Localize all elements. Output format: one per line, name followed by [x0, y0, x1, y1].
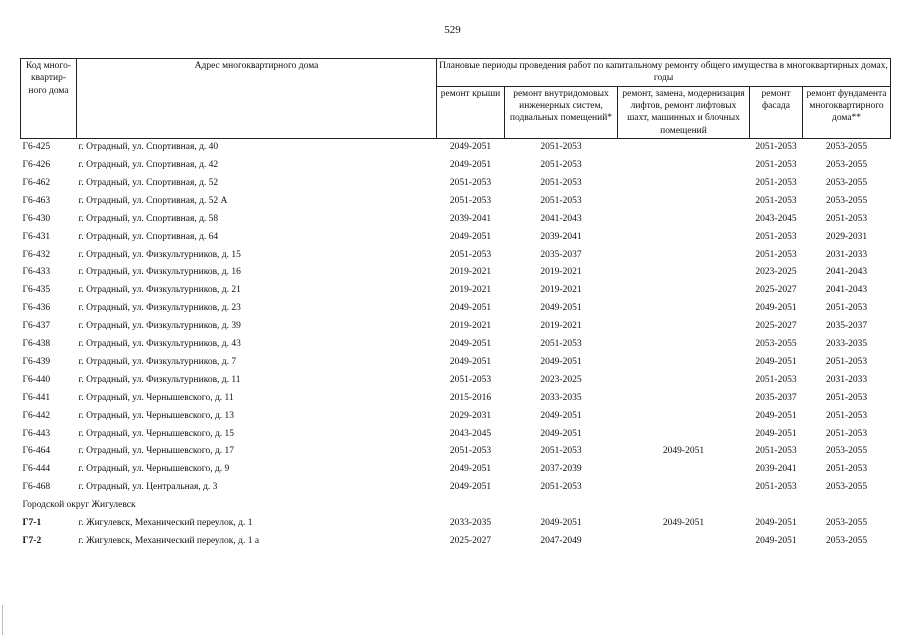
- cell-roof: 2049-2051: [449, 142, 492, 153]
- cell-lifts: [618, 139, 750, 157]
- cell-roof: 2049-2051: [449, 356, 492, 367]
- cell-facade: 2051-2053: [755, 160, 797, 171]
- cell-systems: 2051-2053: [540, 339, 582, 350]
- table-row: [21, 461, 891, 479]
- header-systems: ремонт внутридомовых инженерных систем, подвальных помещений*: [505, 86, 618, 138]
- cell-lifts: [618, 461, 750, 479]
- cell-foundation: 2041-2043: [825, 285, 868, 296]
- cell-code: Г6-442: [22, 410, 51, 421]
- header-periods: Плановые периоды проведения работ по капитальному ремонту общего имущества в многоквартирных домах, годы: [437, 59, 891, 87]
- cell-roof: 2051-2053: [449, 178, 492, 189]
- cell-facade: 2051-2053: [755, 195, 797, 206]
- cell-address: г. Отрадный, ул. Чернышевского, д. 15: [78, 428, 235, 439]
- cell-code: Г6-439: [22, 356, 51, 367]
- cell-address: г. Отрадный, ул. Физкультурников, д. 21: [78, 285, 241, 296]
- cell-roof: 2049-2051: [449, 339, 492, 350]
- table-body: [21, 139, 891, 551]
- cell-lifts: [618, 372, 750, 390]
- cell-address: г. Отрадный, ул. Физкультурников, д. 11: [78, 374, 241, 385]
- cell-systems: 2047-2049: [540, 535, 582, 546]
- header-row-top: [21, 59, 891, 87]
- cell-address: г. Отрадный, ул. Спортивная, д. 58: [78, 213, 219, 224]
- cell-address: г. Отрадный, ул. Физкультурников, д. 43: [78, 339, 241, 350]
- table-row: [21, 533, 891, 551]
- cell-foundation: 2051-2053: [825, 428, 868, 439]
- cell-facade: 2025-2027: [755, 285, 797, 296]
- header-address: Адрес многоквартирного дома: [77, 59, 437, 139]
- cell-systems: 2051-2053: [540, 195, 582, 206]
- cell-foundation: 2051-2053: [825, 410, 868, 421]
- cell-lifts: [618, 533, 750, 551]
- cell-lifts: [618, 354, 750, 372]
- cell-lifts: 2049-2051: [662, 446, 705, 457]
- header-lifts: ремонт, замена, модернизация лифтов, ремонт лифтовых шахт, машинных и блочных помещений: [618, 86, 750, 138]
- cell-facade: 2051-2053: [755, 446, 797, 457]
- margin-line: [2, 605, 3, 635]
- cell-roof: 2019-2021: [449, 267, 492, 278]
- cell-roof: 2049-2051: [449, 160, 492, 171]
- cell-facade: 2025-2027: [755, 321, 797, 332]
- cell-roof: 2051-2053: [449, 195, 492, 206]
- table-row: [21, 264, 891, 282]
- cell-code: Г6-433: [22, 267, 51, 278]
- cell-facade: 2049-2051: [755, 356, 797, 367]
- table-row: [21, 318, 891, 336]
- cell-address: г. Отрадный, ул. Физкультурников, д. 7: [78, 356, 237, 367]
- cell-facade: 2049-2051: [755, 517, 797, 528]
- cell-foundation: 2051-2053: [825, 464, 868, 475]
- cell-code: Г7-2: [22, 535, 42, 546]
- cell-facade: 2053-2055: [755, 339, 797, 350]
- table-row: [21, 336, 891, 354]
- table-row: [21, 354, 891, 372]
- cell-systems: 2049-2051: [540, 428, 582, 439]
- cell-foundation: 2033-2035: [825, 339, 868, 350]
- cell-systems: 2039-2041: [540, 231, 582, 242]
- table-row: [21, 139, 891, 157]
- cell-foundation: 2051-2053: [825, 213, 868, 224]
- cell-lifts: [618, 175, 750, 193]
- cell-facade: 2023-2025: [755, 267, 797, 278]
- cell-code: Г6-440: [22, 374, 51, 385]
- cell-address: г. Жигулевск, Механический переулок, д. 1: [78, 517, 253, 528]
- cell-address: г. Отрадный, ул. Чернышевского, д. 11: [78, 392, 234, 403]
- cell-systems: 2051-2053: [540, 178, 582, 189]
- capital-repair-table: [20, 58, 891, 551]
- cell-code: Г6-443: [22, 428, 51, 439]
- table-row: [21, 300, 891, 318]
- cell-roof: 2051-2053: [449, 374, 492, 385]
- table-row: [21, 193, 891, 211]
- table-row: [21, 211, 891, 229]
- cell-systems: 2051-2053: [540, 160, 582, 171]
- cell-lifts: [618, 246, 750, 264]
- cell-code: Г6-468: [22, 482, 51, 493]
- cell-address: г. Отрадный, ул. Спортивная, д. 42: [78, 160, 219, 171]
- cell-facade: 2039-2041: [755, 464, 797, 475]
- cell-foundation: 2053-2055: [825, 142, 868, 153]
- cell-foundation: 2031-2033: [825, 374, 868, 385]
- cell-code: Г6-432: [22, 249, 51, 260]
- cell-foundation: 2031-2033: [825, 249, 868, 260]
- table-row: [21, 479, 891, 497]
- cell-facade: 2049-2051: [755, 303, 797, 314]
- table-row: [21, 175, 891, 193]
- cell-roof: 2015-2016: [449, 392, 492, 403]
- cell-lifts: [618, 157, 750, 175]
- cell-systems: 2041-2043: [540, 213, 582, 224]
- cell-code: Г7-1: [22, 517, 42, 528]
- table-row: [21, 157, 891, 175]
- table-row: [21, 246, 891, 264]
- cell-facade: 2049-2051: [755, 410, 797, 421]
- cell-address: г. Отрадный, ул. Чернышевского, д. 17: [78, 446, 235, 457]
- cell-code: Г6-430: [22, 213, 51, 224]
- cell-systems: 2049-2051: [540, 303, 582, 314]
- section-row: [21, 497, 891, 515]
- cell-systems: 2023-2025: [540, 374, 582, 385]
- cell-code: Г6-437: [22, 321, 51, 332]
- cell-code: Г6-425: [22, 142, 51, 153]
- cell-code: Г6-463: [22, 195, 51, 206]
- cell-code: Г6-426: [22, 160, 51, 171]
- cell-foundation: 2051-2053: [825, 303, 868, 314]
- cell-code: Г6-462: [22, 178, 51, 189]
- table-row: [21, 443, 891, 461]
- cell-systems: 2033-2035: [540, 392, 582, 403]
- cell-systems: 2019-2021: [540, 267, 582, 278]
- cell-roof: 2049-2051: [449, 482, 492, 493]
- cell-address: г. Отрадный, ул. Центральная, д. 3: [78, 482, 218, 493]
- cell-foundation: 2053-2055: [825, 160, 868, 171]
- cell-code: Г6-441: [22, 392, 51, 403]
- cell-facade: 2049-2051: [755, 535, 797, 546]
- cell-facade: 2051-2053: [755, 374, 797, 385]
- cell-foundation: 2053-2055: [825, 482, 868, 493]
- cell-address: г. Отрадный, ул. Физкультурников, д. 23: [78, 303, 241, 314]
- cell-foundation: 2051-2053: [825, 392, 868, 403]
- cell-lifts: [618, 300, 750, 318]
- cell-facade: 2051-2053: [755, 178, 797, 189]
- cell-code: Г6-436: [22, 303, 51, 314]
- cell-facade: 2049-2051: [755, 428, 797, 439]
- cell-facade: 2051-2053: [755, 231, 797, 242]
- cell-roof: 2051-2053: [449, 249, 492, 260]
- cell-address: г. Отрадный, ул. Физкультурников, д. 39: [78, 321, 241, 332]
- cell-roof: 2049-2051: [449, 231, 492, 242]
- cell-facade: 2051-2053: [755, 482, 797, 493]
- cell-address: г. Отрадный, ул. Спортивная, д. 64: [78, 231, 219, 242]
- cell-systems: 2051-2053: [540, 446, 582, 457]
- cell-foundation: 2041-2043: [825, 267, 868, 278]
- table-row: [21, 229, 891, 247]
- cell-address: г. Отрадный, ул. Чернышевского, д. 13: [78, 410, 235, 421]
- cell-lifts: [618, 336, 750, 354]
- cell-roof: 2049-2051: [449, 303, 492, 314]
- cell-lifts: [618, 211, 750, 229]
- cell-address: г. Отрадный, ул. Спортивная, д. 52 А: [78, 195, 228, 206]
- cell-foundation: 2053-2055: [825, 517, 868, 528]
- cell-foundation: 2053-2055: [825, 535, 868, 546]
- cell-lifts: [618, 193, 750, 211]
- cell-roof: 2019-2021: [449, 321, 492, 332]
- cell-foundation: 2051-2053: [825, 356, 868, 367]
- cell-code: Г6-444: [22, 464, 51, 475]
- cell-roof: 2033-2035: [449, 517, 492, 528]
- cell-systems: 2019-2021: [540, 285, 582, 296]
- cell-lifts: [618, 390, 750, 408]
- cell-address: г. Отрадный, ул. Физкультурников, д. 15: [78, 249, 241, 260]
- cell-address: г. Жигулевск, Механический переулок, д. 1 а: [78, 535, 260, 546]
- cell-systems: 2049-2051: [540, 356, 582, 367]
- cell-roof: 2039-2041: [449, 213, 492, 224]
- table-row: [21, 282, 891, 300]
- table-row: [21, 407, 891, 425]
- cell-lifts: [618, 479, 750, 497]
- cell-systems: 2051-2053: [540, 142, 582, 153]
- cell-code: Г6-431: [22, 231, 51, 242]
- section-title: Городской округ Жигулевск: [22, 500, 136, 511]
- cell-roof: 2051-2053: [449, 446, 492, 457]
- cell-roof: 2025-2027: [449, 535, 492, 546]
- header-code: Код много-квартир-ного дома: [21, 59, 77, 139]
- header-roof: ремонт крыши: [437, 86, 505, 138]
- cell-facade: 2035-2037: [755, 392, 797, 403]
- cell-lifts: [618, 282, 750, 300]
- header-foundation: ремонт фундамента многоквартирного дома**: [803, 86, 891, 138]
- cell-address: г. Отрадный, ул. Спортивная, д. 52: [78, 178, 219, 189]
- cell-foundation: 2029-2031: [825, 231, 868, 242]
- cell-code: Г6-435: [22, 285, 51, 296]
- cell-address: г. Отрадный, ул. Спортивная, д. 40: [78, 142, 219, 153]
- table-row: [21, 425, 891, 443]
- cell-facade: 2051-2053: [755, 142, 797, 153]
- cell-code: Г6-438: [22, 339, 51, 350]
- cell-facade: 2051-2053: [755, 249, 797, 260]
- table-row: [21, 390, 891, 408]
- cell-systems: 2035-2037: [540, 249, 582, 260]
- cell-systems: 2037-2039: [540, 464, 582, 475]
- cell-systems: 2051-2053: [540, 482, 582, 493]
- cell-systems: 2049-2051: [540, 517, 582, 528]
- page-number: 529: [444, 24, 461, 36]
- cell-lifts: [618, 425, 750, 443]
- cell-systems: 2019-2021: [540, 321, 582, 332]
- cell-foundation: 2053-2055: [825, 446, 868, 457]
- cell-address: г. Отрадный, ул. Физкультурников, д. 16: [78, 267, 241, 278]
- cell-foundation: 2035-2037: [825, 321, 868, 332]
- cell-roof: 2043-2045: [449, 428, 492, 439]
- cell-lifts: 2049-2051: [662, 517, 705, 528]
- cell-lifts: [618, 264, 750, 282]
- cell-roof: 2019-2021: [449, 285, 492, 296]
- cell-foundation: 2053-2055: [825, 195, 868, 206]
- cell-lifts: [618, 318, 750, 336]
- cell-facade: 2043-2045: [755, 213, 797, 224]
- cell-lifts: [618, 229, 750, 247]
- cell-roof: 2029-2031: [449, 410, 492, 421]
- table-row: [21, 515, 891, 533]
- cell-foundation: 2053-2055: [825, 178, 868, 189]
- cell-address: г. Отрадный, ул. Чернышевского, д. 9: [78, 464, 230, 475]
- header-facade: ремонт фасада: [750, 86, 803, 138]
- cell-roof: 2049-2051: [449, 464, 492, 475]
- cell-lifts: [618, 407, 750, 425]
- table-row: [21, 372, 891, 390]
- cell-code: Г6-464: [22, 446, 51, 457]
- cell-systems: 2049-2051: [540, 410, 582, 421]
